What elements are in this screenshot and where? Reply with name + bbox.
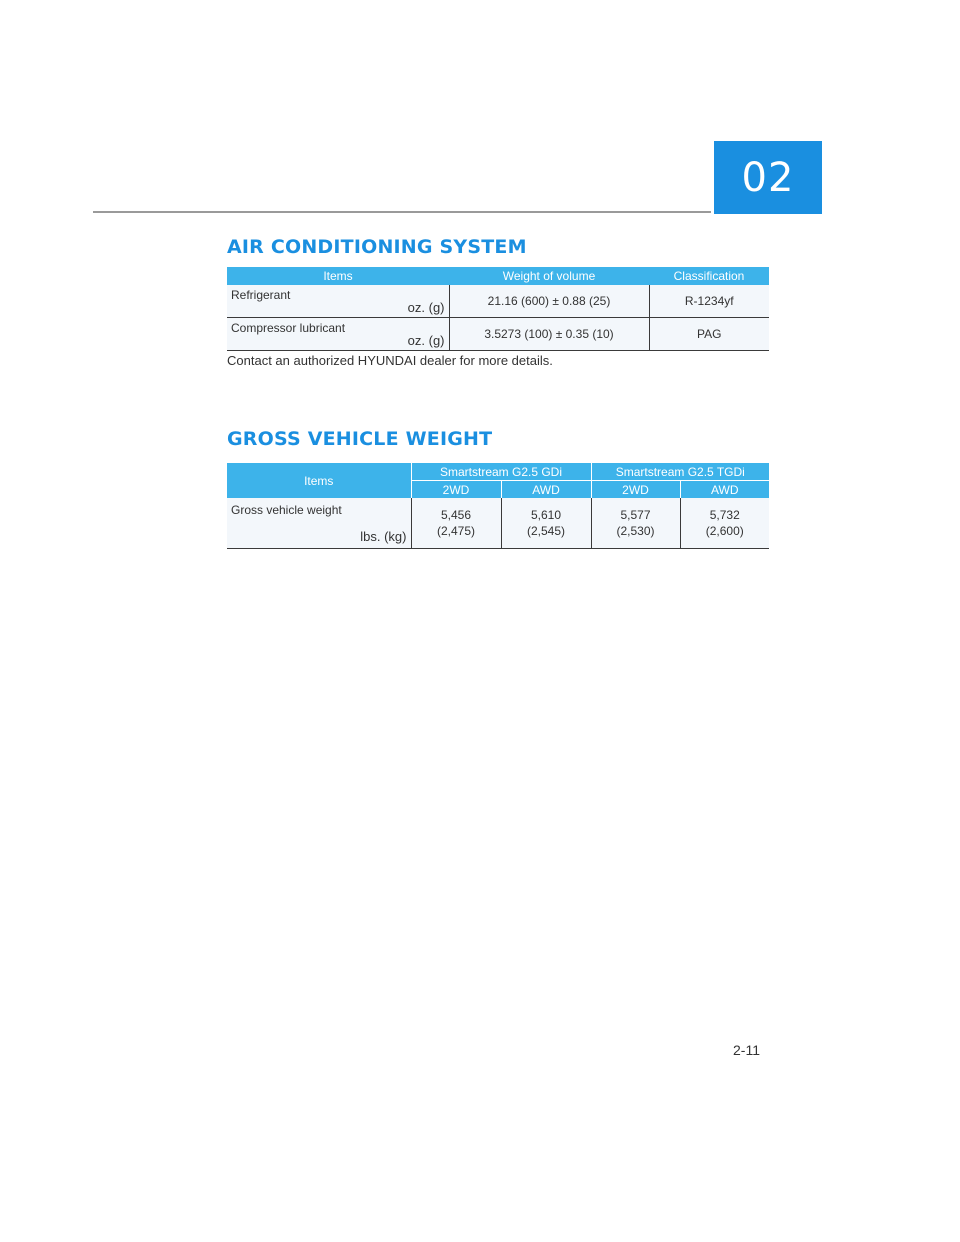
- gross-vehicle-weight-table: [227, 463, 769, 549]
- col-header-items: Items: [227, 267, 449, 285]
- weight-kg: (2,600): [705, 524, 744, 538]
- chapter-number: 02: [741, 154, 795, 201]
- chapter-tab: [714, 141, 822, 214]
- col-header-classification: Classification: [649, 267, 769, 285]
- weight-lbs: 5,577: [620, 508, 651, 522]
- weight-value: 3.5273 (100) ± 0.35 (10): [449, 318, 649, 351]
- item-cell: [227, 318, 449, 351]
- item-name: Compressor lubricant: [231, 321, 346, 335]
- weight-cell: [501, 498, 591, 549]
- item-cell: [227, 498, 411, 549]
- chapter-divider: [93, 211, 711, 213]
- table-header-row: [227, 463, 769, 481]
- item-name: Gross vehicle weight: [231, 503, 342, 517]
- weight-value: 21.16 (600) ± 0.88 (25): [449, 285, 649, 318]
- table-row: [227, 318, 769, 351]
- col-header-engine-tgdi: Smartstream G2.5 TGDi: [591, 463, 769, 481]
- item-unit: oz. (g): [407, 333, 445, 348]
- col-header-drive: AWD: [680, 481, 769, 499]
- weight-lbs: 5,456: [440, 508, 472, 522]
- col-header-drive: 2WD: [411, 481, 501, 499]
- weight-kg: (2,545): [526, 524, 566, 538]
- weight-lbs: 5,610: [530, 508, 562, 522]
- weight-kg: (2,475): [436, 524, 476, 538]
- table-row: [227, 498, 769, 549]
- weight-lbs: 5,732: [709, 508, 740, 522]
- weight-kg: (2,530): [616, 524, 655, 538]
- weight-cell: [591, 498, 680, 549]
- page-number: 2-11: [733, 1042, 760, 1058]
- ac-system-table: [227, 267, 769, 351]
- gvw-section-title: GROSS VEHICLE WEIGHT: [227, 428, 493, 450]
- col-header-weight: Weight of volume: [449, 267, 649, 285]
- weight-cell: [411, 498, 501, 549]
- classification-value: PAG: [649, 318, 769, 351]
- col-header-engine-gdi: Smartstream G2.5 GDi: [411, 463, 591, 481]
- item-cell: [227, 285, 449, 318]
- item-unit: lbs. (kg): [360, 529, 407, 544]
- item-unit: oz. (g): [407, 300, 445, 315]
- col-header-drive: 2WD: [591, 481, 680, 499]
- ac-section-title: AIR CONDITIONING SYSTEM: [227, 236, 527, 258]
- col-header-items: Items: [227, 463, 411, 498]
- item-name: Refrigerant: [231, 288, 291, 302]
- table-row: [227, 285, 769, 318]
- weight-cell: [680, 498, 769, 549]
- table-header-row: [227, 267, 769, 285]
- dealer-note: Contact an authorized HYUNDAI dealer for more details.: [227, 353, 553, 368]
- col-header-drive: AWD: [501, 481, 591, 499]
- classification-value: R-1234yf: [649, 285, 769, 318]
